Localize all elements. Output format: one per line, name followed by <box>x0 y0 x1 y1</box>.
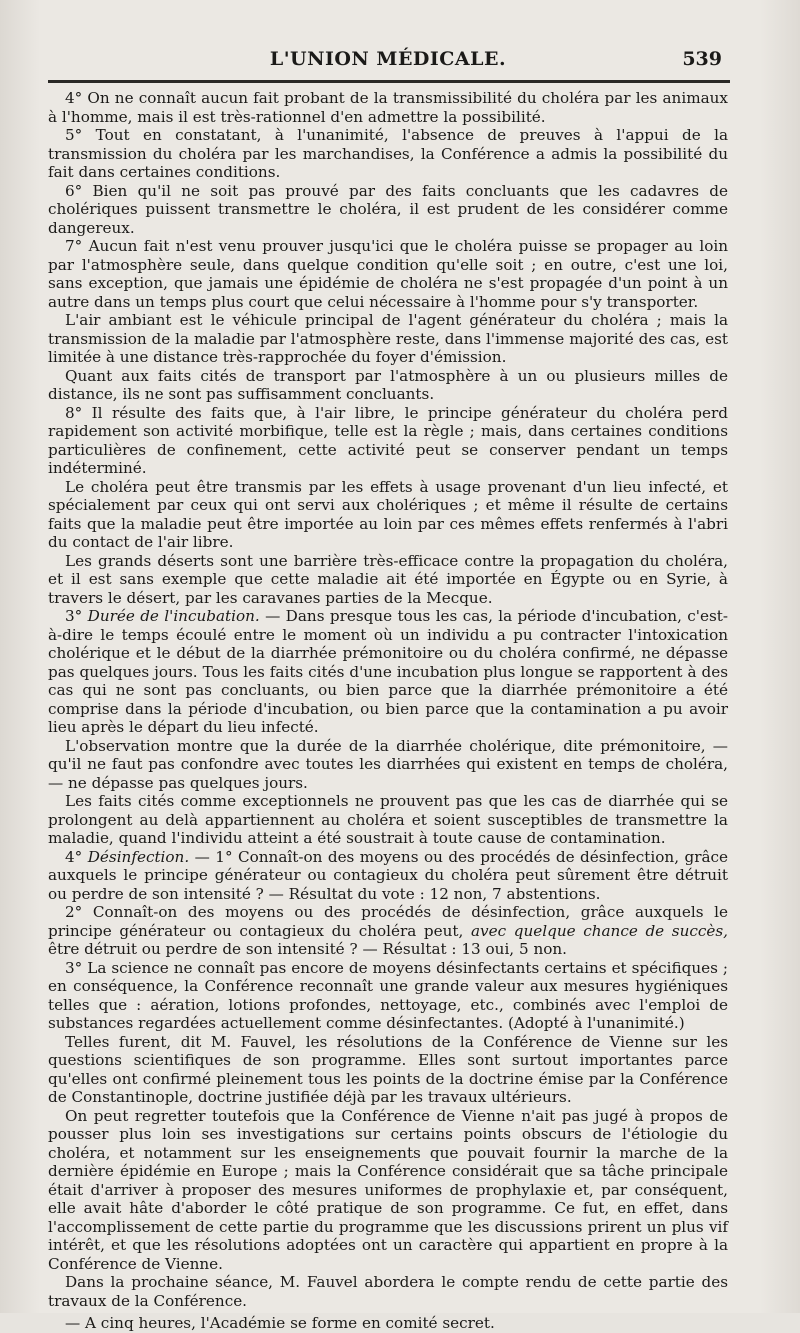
section-number: 3° <box>65 607 83 625</box>
text-run: 2° Connaît-on des moyens ou des procédés de désinfection, grâce auxquels le principe générateur ou contagieux du choléra peut, <box>48 903 728 940</box>
paragraph: Les grands déserts sont une barrière très-efficace contre la propagation du choléra, et il est sans exemple que cette maladie ait été importée en Égypte ou en Syrie, à travers le désert, par les caravanes parties de la Mecque. <box>48 551 728 607</box>
section-number: 4° <box>65 847 83 866</box>
paragraph: Dans la prochaine séance, M. Fauvel abordera le compte rendu de cette partie des travaux de la Conférence. <box>48 1273 728 1310</box>
paragraph: Quant aux faits cités de transport par l'atmosphère à un ou plusieurs milles de distance, ils ne sont pas suffisamment concluants. <box>48 366 728 403</box>
closing-line: — A cinq heures, l'Académie se forme en comité secret. <box>65 1314 495 1332</box>
paragraph: 4° On ne connaît aucun fait probant de la transmissibilité du choléra par les animaux à l'homme, mais il est très-rationnel d'en admettre la possibilité. <box>48 89 728 126</box>
paragraph: 6° Bien qu'il ne soit pas prouvé par des faits concluants que les cadavres de cholériques puissent transmettre le choléra, il est prudent de les considérer comme dangereux. <box>48 181 728 237</box>
section-text: — 1° Connaît-on des moyens ou des procédés de désinfection, grâce auxquels le principe générateur ou contagieux du choléra peut sûrement être détruit ou perdre de son intensité ? — Résultat du vote : 12 non, 7 abstentions. <box>48 847 729 903</box>
running-title: L'UNION MÉDICALE. <box>269 48 507 70</box>
section-text: — Dans presque tous les cas, la période d'incubation, c'est-à-dire le temps écoulé entre le moment où un individu a pu contracter l'intoxication cholérique et le début de la diarrhée prémonitoire ou du choléra confirmé, ne dépasse pas quelques jours. Tous les faits cités d'une incubation plus longue se rapportent à des cas qui ne sont pas concluants, ou bien parce que la diarrhée prémonitoire a été comprise dans la période d'incubation, ou bien parce que la contamination a pu avoir lieu après le départ du lieu infecté. <box>48 607 728 736</box>
paragraph: Les faits cités comme exceptionnels ne prouvent pas que les cas de diarrhée qui se prolongent au delà appartiennent au choléra et soient susceptibles de transmettre la maladie, quand l'individu atteint a été soustrait à toute cause de contamination. <box>48 792 728 847</box>
paragraph: L'observation montre que la durée de la diarrhée cholérique, dite prémonitoire, — qu'il ne faut pas confondre avec toutes les diarrhées qui existent en temps de choléra, — ne dépasse pas quelques jours. <box>48 736 728 792</box>
page-number: 539 <box>682 48 722 70</box>
body-text <box>48 89 728 1333</box>
paragraph: 5° Tout en constatant, à l'unanimité, l'absence de preuves à l'appui de la transmission du choléra par les marchandises, la Conférence a admis la possibilité du fait dans certaines conditions. <box>48 126 728 181</box>
section-title: Désinfection. <box>87 847 190 866</box>
paragraph: 7° Aucun fait n'est venu prouver jusqu'ici que le choléra puisse se propager au loin par l'atmosphère seule, dans quelque condition qu'elle soit ; en outre, c'est une loi, sans exception, que jamais une épidémie de choléra ne s'est propagée d'un point à un autre dans un temps plus court que celui nécessaire à l'homme pour s'y transporter. <box>48 237 728 311</box>
section-title: Durée de l'incubation. <box>87 607 260 625</box>
paragraph: Le choléra peut être transmis par les effets à usage provenant d'un lieu infecté, et spécialement par ceux qui ont servi aux cholériques ; et même il résulte de certains faits que la maladie peut être importée au loin par ces mêmes effets renfermés à l'abri du contact de l'air libre. <box>48 477 728 551</box>
text-run: être détruit ou perdre de son intensité ? — Résultat : 13 oui, 5 non. <box>48 940 567 958</box>
section-incubation <box>48 607 728 737</box>
paragraph: 8° Il résulte des faits que, à l'air libre, le principe générateur du choléra perd rapidement son activité morbifique, telle est la règle ; mais, dans certaines conditions particulières de confinement, cette activité peut se conserver pendant un temps indéterminé. <box>48 403 728 477</box>
paragraph: L'air ambiant est le véhicule principal de l'agent générateur du choléra ; mais la transmission de la maladie par l'atmosphère reste, dans l'immense majorité des cas, est limitée à une distance très-rapprochée du foyer d'émission. <box>48 311 728 366</box>
paragraph: 3° La science ne connaît pas encore de moyens désinfectants certains et spécifiques ; en conséquence, la Conférence reconnaît une grande valeur aux mesures hygiéniques telles que : aération, lotions profondes, nettoyage, etc., combinés avec l'emploi de substances regardées actuellement comme désinfectantes. (Adopté à l'unanimité.) <box>48 958 728 1032</box>
header-rule <box>48 80 730 83</box>
page-header <box>48 44 728 78</box>
italic-run: avec quelque chance de succès, <box>470 921 728 940</box>
question-2 <box>48 903 728 959</box>
section-desinfection <box>48 848 728 904</box>
paragraph: Telles furent, dit M. Fauvel, les résolutions de la Conférence de Vienne sur les questions scientifiques de son programme. Elles sont surtout importantes parce qu'elles ont confirmé pleinement tous les points de la doctrine émise par la Conférence de Constantinople, doctrine justifiée déjà par les travaux ultérieurs. <box>48 1032 728 1106</box>
paragraph: On peut regretter toutefois que la Conférence de Vienne n'ait pas jugé à propos de pousser plus loin ses investigations sur certains points obscurs de l'étiologie du choléra, et notamment sur les enseignements que pouvait fournir la marche de la dernière épidémie en Europe ; mais la Conférence considérait que sa tâche principale était d'arriver à proposer des mesures uniformes de prophylaxie et, par conséquent, elle avait hâte d'aborder le côté pratique de son programme. Ce fut, en effet, dans l'accomplissement de cette partie du programme que les discussions prirent un plus vif intérêt, et que les résolutions adoptées ont un caractère qui appartient en propre à la Conférence de Vienne. <box>48 1106 728 1273</box>
